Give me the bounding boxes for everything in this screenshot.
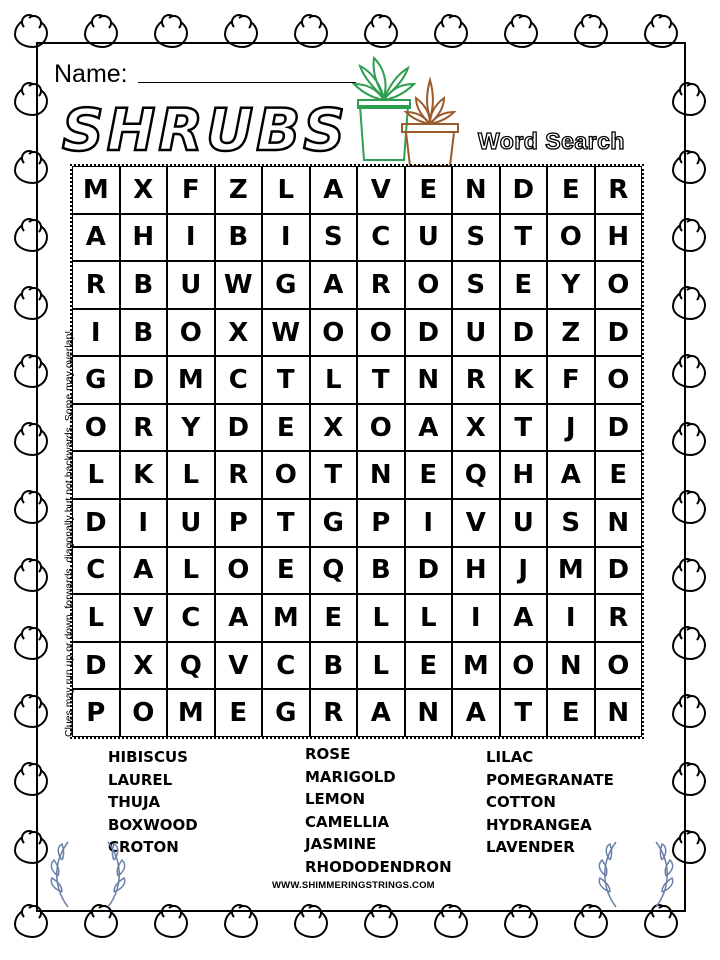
grid-cell[interactable]: X xyxy=(310,404,358,452)
grid-cell[interactable]: D xyxy=(405,309,453,357)
grid-cell[interactable]: E xyxy=(595,451,643,499)
grid-cell[interactable]: C xyxy=(262,642,310,690)
grid-cell[interactable]: G xyxy=(262,261,310,309)
grid-cell[interactable]: B xyxy=(357,547,405,595)
word-list-item: CAMELLIA xyxy=(305,812,390,831)
grid-cell[interactable]: O xyxy=(72,404,120,452)
grid-cell[interactable]: O xyxy=(405,261,453,309)
grid-cell[interactable]: C xyxy=(167,594,215,642)
grid-cell[interactable]: D xyxy=(595,547,643,595)
cloud-icon xyxy=(84,908,118,938)
word-list-item: JASMINE xyxy=(305,835,377,854)
grid-cell[interactable]: P xyxy=(215,499,263,547)
grid-cell[interactable]: O xyxy=(595,642,643,690)
grid-cell[interactable]: A xyxy=(357,689,405,737)
grid-cell[interactable]: C xyxy=(72,547,120,595)
grid-cell[interactable]: X xyxy=(215,309,263,357)
grid-cell[interactable]: Z xyxy=(547,309,595,357)
grid-cell[interactable]: E xyxy=(547,689,595,737)
grid-cell[interactable]: A xyxy=(215,594,263,642)
grid-cell[interactable]: T xyxy=(310,451,358,499)
word-list-item: RHODODENDRON xyxy=(305,857,452,876)
grid-cell[interactable]: P xyxy=(72,689,120,737)
grid-cell[interactable]: M xyxy=(167,689,215,737)
cloud-icon xyxy=(574,908,608,938)
grid-cell[interactable]: M xyxy=(452,642,500,690)
grid-cell[interactable]: M xyxy=(262,594,310,642)
grid-cell[interactable]: R xyxy=(215,451,263,499)
grid-cell[interactable]: Y xyxy=(547,261,595,309)
grid-cell[interactable]: K xyxy=(500,356,548,404)
grid-cell[interactable]: D xyxy=(500,166,548,214)
grid-cell[interactable]: Q xyxy=(310,547,358,595)
grid-cell[interactable]: T xyxy=(500,214,548,262)
grid-cell[interactable]: M xyxy=(72,166,120,214)
grid-cell[interactable]: Y xyxy=(167,404,215,452)
grid-cell[interactable]: V xyxy=(120,594,168,642)
grid-cell[interactable]: O xyxy=(547,214,595,262)
grid-cell[interactable]: O xyxy=(262,451,310,499)
grid-cell[interactable]: C xyxy=(215,356,263,404)
grid-cell[interactable]: S xyxy=(547,499,595,547)
grid-cell[interactable]: P xyxy=(357,499,405,547)
word-list-item: CROTON xyxy=(108,838,179,857)
grid-cell[interactable]: B xyxy=(120,309,168,357)
cloud-icon xyxy=(364,908,398,938)
grid-cell[interactable]: I xyxy=(405,499,453,547)
grid-cell[interactable]: A xyxy=(120,547,168,595)
grid-cell[interactable]: T xyxy=(262,499,310,547)
word-list-item: THUJA xyxy=(108,793,161,812)
grid-cell[interactable]: O xyxy=(215,547,263,595)
grid-cell[interactable]: O xyxy=(120,689,168,737)
grid-cell[interactable]: I xyxy=(262,214,310,262)
grid-cell[interactable]: E xyxy=(405,451,453,499)
grid-cell[interactable]: Q xyxy=(452,451,500,499)
page-title: SHRUBS xyxy=(62,96,349,164)
grid-cell[interactable]: I xyxy=(120,499,168,547)
grid-cell[interactable]: T xyxy=(500,689,548,737)
word-list-item: COTTON xyxy=(486,793,556,812)
grid-cell[interactable]: O xyxy=(500,642,548,690)
grid-cell[interactable]: K xyxy=(120,451,168,499)
grid-cell[interactable]: E xyxy=(262,404,310,452)
wreath-right-icon xyxy=(596,832,676,912)
grid-cell[interactable]: E xyxy=(405,642,453,690)
grid-cell[interactable]: E xyxy=(547,166,595,214)
grid-cell[interactable]: T xyxy=(357,356,405,404)
cloud-icon xyxy=(154,908,188,938)
word-list-item: HIBISCUS xyxy=(108,748,188,766)
word-list-item: LEMON xyxy=(305,790,366,809)
grid-cell[interactable]: V xyxy=(215,642,263,690)
grid-cell[interactable]: L xyxy=(357,594,405,642)
grid-cell[interactable]: N xyxy=(547,642,595,690)
grid-cell[interactable]: X xyxy=(120,166,168,214)
grid-cell[interactable]: H xyxy=(500,451,548,499)
word-list-item: POMEGRANATE xyxy=(486,770,614,789)
instructions-text: Clues may run up or down, forwards, diagonally but not backwards. Some may overlap! xyxy=(63,330,75,737)
grid-cell[interactable]: V xyxy=(357,166,405,214)
footer-website: WWW.SHIMMERINGSTRINGS.COM xyxy=(272,880,435,891)
grid-cell[interactable]: R xyxy=(595,594,643,642)
grid-cell[interactable]: J xyxy=(547,404,595,452)
grid-cell[interactable]: G xyxy=(310,499,358,547)
grid-cell[interactable]: R xyxy=(595,166,643,214)
grid-cell[interactable]: N xyxy=(357,451,405,499)
word-list-column-2 xyxy=(305,743,452,879)
grid-cell[interactable]: X xyxy=(120,642,168,690)
grid-cell[interactable]: F xyxy=(167,166,215,214)
grid-cell[interactable]: N xyxy=(595,689,643,737)
grid-cell[interactable]: M xyxy=(167,356,215,404)
grid-cell[interactable]: R xyxy=(357,261,405,309)
grid-cell[interactable]: D xyxy=(72,499,120,547)
grid-cell[interactable]: O xyxy=(595,261,643,309)
grid-cell[interactable]: A xyxy=(405,404,453,452)
grid-cell[interactable]: L xyxy=(167,451,215,499)
grid-cell[interactable]: I xyxy=(72,309,120,357)
grid-cell[interactable]: N xyxy=(452,166,500,214)
cloud-icon xyxy=(294,908,328,938)
grid-cell[interactable]: I xyxy=(167,214,215,262)
grid-cell[interactable]: S xyxy=(452,261,500,309)
grid-cell[interactable]: H xyxy=(120,214,168,262)
grid-cell[interactable]: G xyxy=(72,356,120,404)
word-list-item: BOXWOOD xyxy=(108,815,198,834)
grid-cell[interactable]: D xyxy=(120,356,168,404)
grid-cell[interactable]: A xyxy=(72,214,120,262)
grid-cell[interactable]: U xyxy=(167,261,215,309)
grid-cell[interactable]: S xyxy=(310,214,358,262)
grid-cell[interactable]: E xyxy=(405,166,453,214)
grid-cell[interactable]: N xyxy=(595,499,643,547)
cloud-icon xyxy=(224,908,258,938)
grid-cell[interactable]: A xyxy=(547,451,595,499)
word-list-item: ROSE xyxy=(305,745,351,763)
grid-cell[interactable]: E xyxy=(262,547,310,595)
grid-cell[interactable]: I xyxy=(452,594,500,642)
grid-cell[interactable]: N xyxy=(405,356,453,404)
grid-cell[interactable]: R xyxy=(72,261,120,309)
grid-cell[interactable]: D xyxy=(595,404,643,452)
potted-plants-icon xyxy=(346,48,466,168)
word-list-item: LAVENDER xyxy=(486,838,575,857)
name-label: Name: xyxy=(54,60,128,88)
grid-cell[interactable]: E xyxy=(500,261,548,309)
grid-cell[interactable]: W xyxy=(262,309,310,357)
grid-cell[interactable]: E xyxy=(215,689,263,737)
cloud-icon xyxy=(504,908,538,938)
grid-cell[interactable]: V xyxy=(452,499,500,547)
grid-cell[interactable]: R xyxy=(310,689,358,737)
grid-cell[interactable]: A xyxy=(500,594,548,642)
grid-cell[interactable]: L xyxy=(357,642,405,690)
grid-cell[interactable]: E xyxy=(310,594,358,642)
word-search-grid xyxy=(70,164,644,739)
grid-cell[interactable]: A xyxy=(310,261,358,309)
grid-cell[interactable]: M xyxy=(547,547,595,595)
grid-cell[interactable]: R xyxy=(452,356,500,404)
grid-cell[interactable]: L xyxy=(167,547,215,595)
word-list-column-3 xyxy=(486,746,614,859)
grid-cell[interactable]: O xyxy=(310,309,358,357)
grid-cell[interactable]: L xyxy=(310,356,358,404)
grid-cell[interactable]: T xyxy=(500,404,548,452)
grid-cell[interactable]: A xyxy=(452,689,500,737)
grid-cell[interactable]: B xyxy=(120,261,168,309)
page-subtitle: Word Search xyxy=(478,128,625,154)
grid-cell[interactable]: H xyxy=(452,547,500,595)
grid-cell[interactable]: D xyxy=(500,309,548,357)
grid-cell[interactable]: D xyxy=(215,404,263,452)
grid-cell[interactable]: D xyxy=(405,547,453,595)
grid-cell[interactable]: O xyxy=(357,309,405,357)
grid-cell[interactable]: G xyxy=(262,689,310,737)
word-list-item: MARIGOLD xyxy=(305,767,396,786)
cloud-icon xyxy=(644,908,678,938)
grid-cell[interactable]: O xyxy=(167,309,215,357)
wreath-left-icon xyxy=(48,832,128,912)
grid-cell[interactable]: F xyxy=(547,356,595,404)
grid-cell[interactable]: H xyxy=(595,214,643,262)
grid-cell[interactable]: S xyxy=(452,214,500,262)
grid-cell[interactable]: U xyxy=(167,499,215,547)
grid-cell[interactable]: B xyxy=(215,214,263,262)
grid-cell[interactable]: O xyxy=(595,356,643,404)
name-field-line[interactable] xyxy=(138,82,356,83)
grid-cell[interactable]: D xyxy=(72,642,120,690)
grid-cell[interactable]: L xyxy=(262,166,310,214)
grid-cell[interactable]: Q xyxy=(167,642,215,690)
grid-cell[interactable]: J xyxy=(500,547,548,595)
grid-cell[interactable]: R xyxy=(120,404,168,452)
grid-cell[interactable]: A xyxy=(310,166,358,214)
grid-cell[interactable]: L xyxy=(405,594,453,642)
grid-cell[interactable]: Z xyxy=(215,166,263,214)
grid-cell[interactable]: L xyxy=(72,594,120,642)
grid-cell[interactable]: W xyxy=(215,261,263,309)
word-list-item: LAUREL xyxy=(108,770,173,789)
grid-cell[interactable]: N xyxy=(405,689,453,737)
grid-cell[interactable]: C xyxy=(357,214,405,262)
grid-cell[interactable]: D xyxy=(595,309,643,357)
word-list-item: HYDRANGEA xyxy=(486,815,592,834)
grid-cell[interactable]: I xyxy=(547,594,595,642)
grid-cell[interactable]: L xyxy=(72,451,120,499)
grid-cell[interactable]: U xyxy=(405,214,453,262)
grid-cell[interactable]: X xyxy=(452,404,500,452)
word-list-item: LILAC xyxy=(486,748,534,766)
grid-cell[interactable]: T xyxy=(262,356,310,404)
grid-cell[interactable]: U xyxy=(500,499,548,547)
grid-cell[interactable]: U xyxy=(452,309,500,357)
cloud-icon xyxy=(434,908,468,938)
cloud-icon xyxy=(14,908,48,938)
grid-cell[interactable]: O xyxy=(357,404,405,452)
grid-cell[interactable]: B xyxy=(310,642,358,690)
